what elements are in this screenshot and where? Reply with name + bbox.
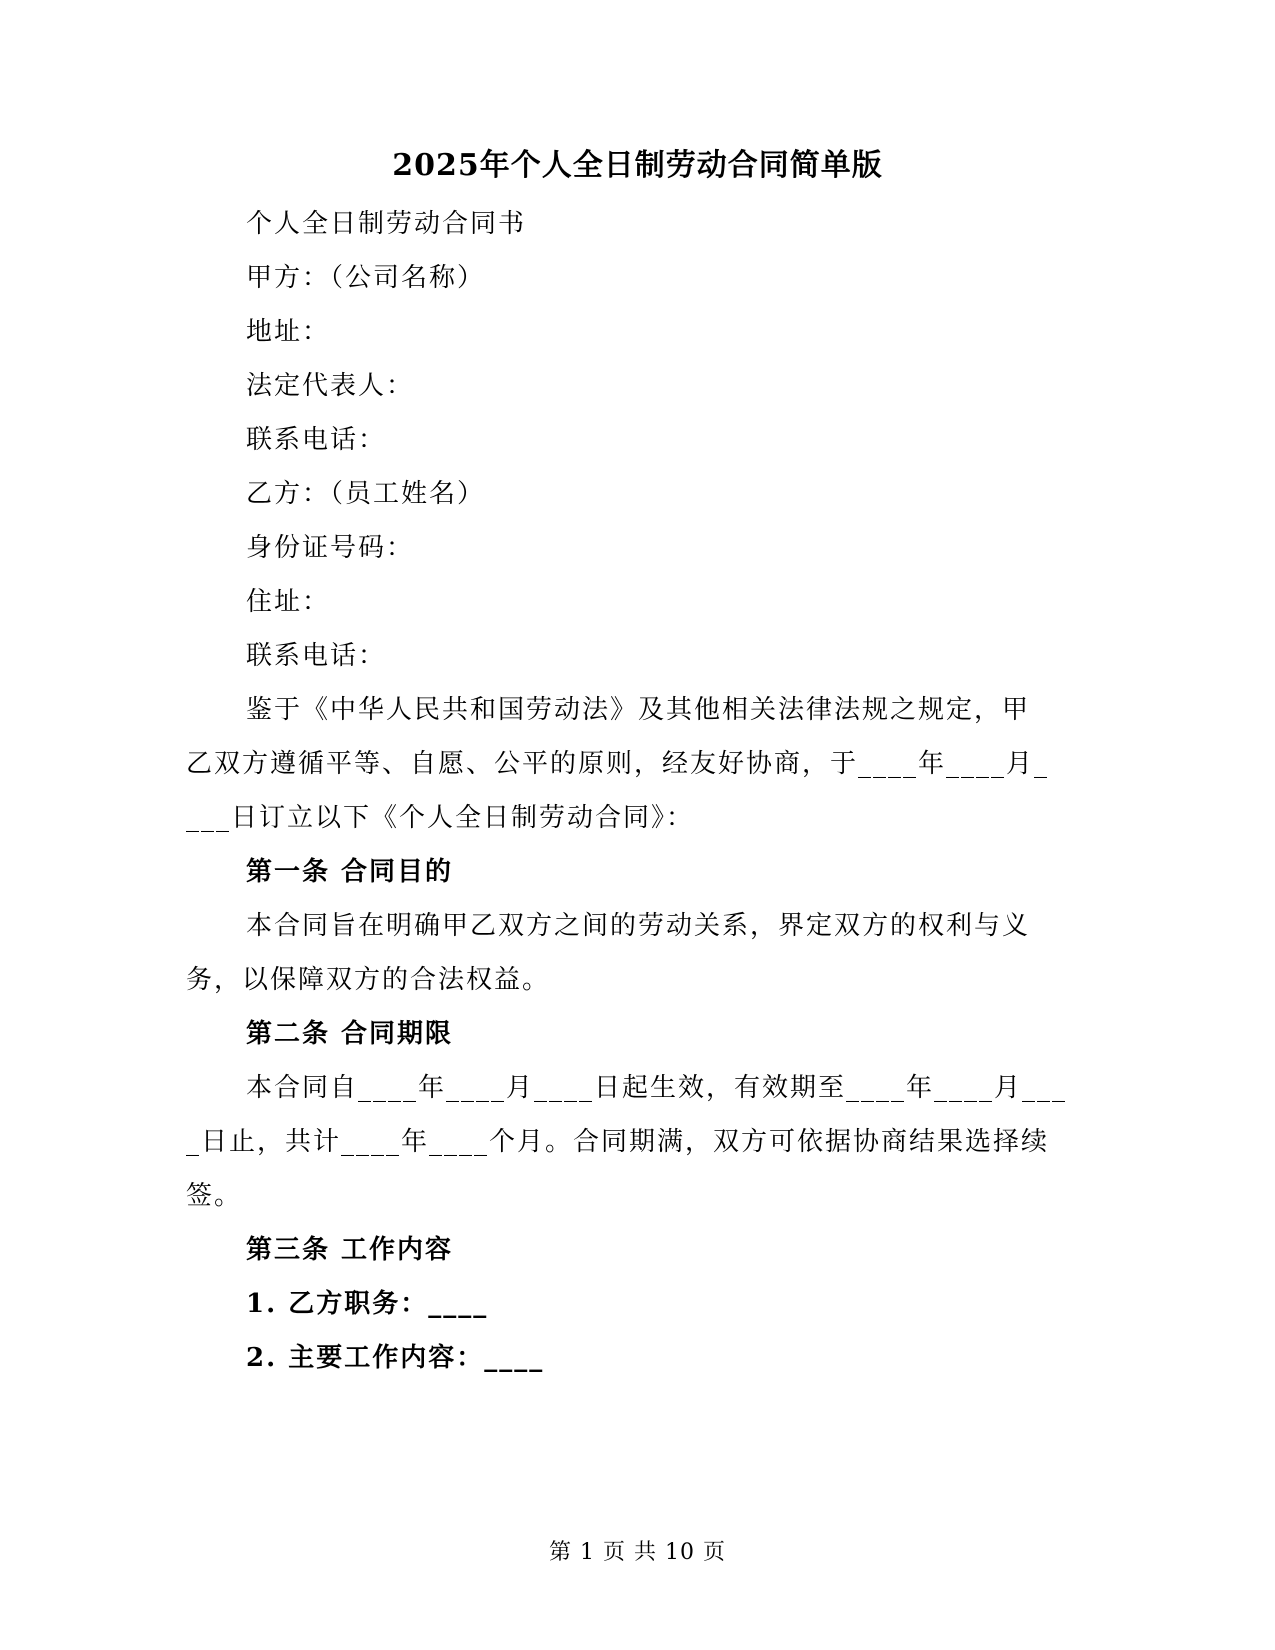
article-1-heading: 第一条 合同目的	[246, 857, 454, 887]
article-2-line-3: 签。	[186, 1181, 243, 1211]
id-number-line: 身份证号码：	[246, 533, 415, 563]
article-1-line-2: 务，以保障双方的合法权益。	[186, 965, 551, 995]
page-footer: 第 1 页 共 10 页	[549, 1540, 726, 1565]
article-3-item-1: 1. 乙方职务：____	[246, 1289, 489, 1319]
legal-representative-line: 法定代表人：	[246, 371, 415, 401]
party-a-address-line: 地址：	[246, 317, 331, 347]
party-a-line: 甲方：（公司名称）	[246, 263, 486, 293]
document-title: 2025年个人全日制劳动合同简单版	[392, 148, 883, 183]
article-3-heading: 第三条 工作内容	[246, 1235, 454, 1265]
party-a-phone-line: 联系电话：	[246, 425, 387, 455]
preamble-line-3: ___日订立以下《个人全日制劳动合同》：	[186, 803, 695, 833]
article-2-heading: 第二条 合同期限	[246, 1019, 454, 1049]
preamble-line-2: 乙双方遵循平等、自愿、公平的原则，经友好协商，于____年____月_	[186, 749, 1050, 779]
article-2-line-1: 本合同自____年____月____日起生效，有效期至____年____月___	[246, 1073, 1068, 1103]
preamble-line-1: 鉴于《中华人民共和国劳动法》及其他相关法律法规之规定，甲	[246, 695, 1031, 725]
party-b-line: 乙方：（员工姓名）	[246, 479, 486, 509]
party-b-phone-line: 联系电话：	[246, 641, 387, 671]
party-b-address-line: 住址：	[246, 587, 331, 617]
contract-heading: 个人全日制劳动合同书	[246, 209, 527, 239]
article-3-item-2: 2. 主要工作内容：____	[246, 1343, 545, 1373]
article-2-line-2: _日止，共计____年____个月。合同期满，双方可依据协商结果选择续	[186, 1127, 1050, 1157]
article-1-line-1: 本合同旨在明确甲乙双方之间的劳动关系，界定双方的权利与义	[246, 911, 1031, 941]
